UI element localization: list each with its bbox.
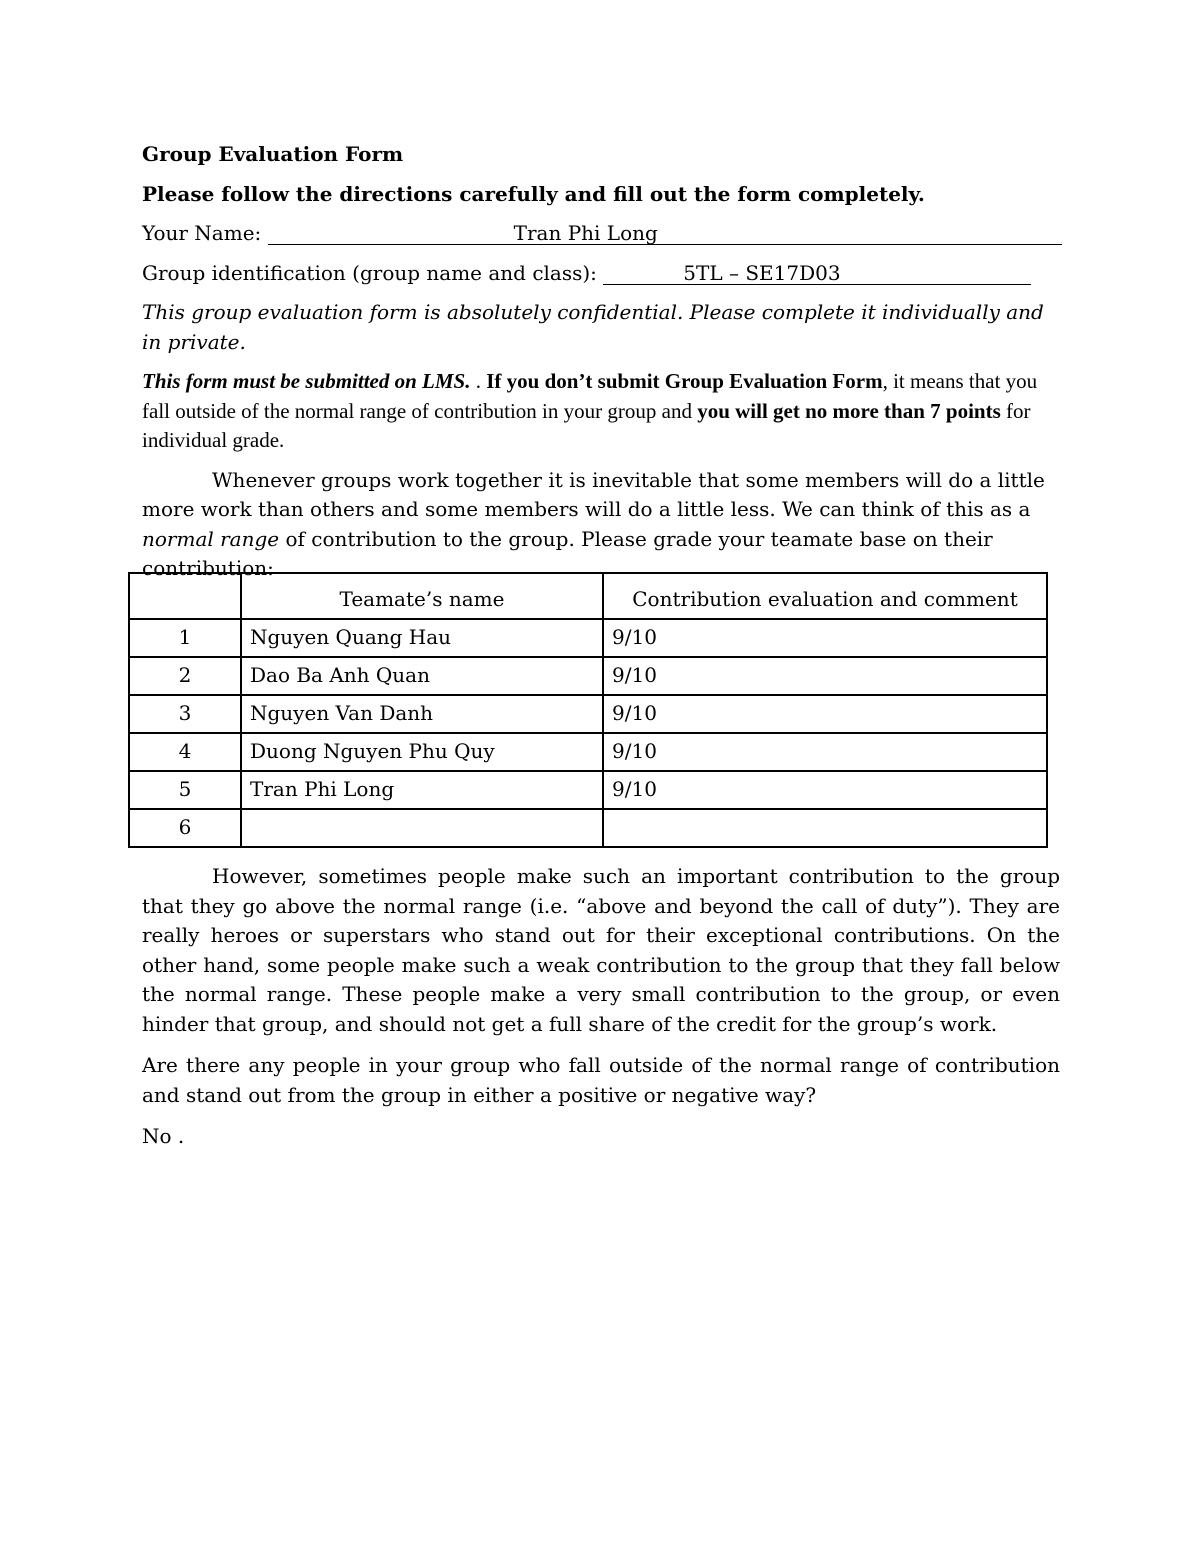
header-number	[129, 573, 241, 619]
contribution-cell[interactable]	[603, 809, 1047, 847]
confidential-note: This group evaluation form is absolutely confidential. Please complete it individually and in private.	[142, 300, 1044, 354]
name-label: Your Name:	[142, 221, 262, 245]
name-field-line	[142, 219, 1060, 249]
table-row	[129, 657, 1047, 695]
evaluation-form	[142, 140, 1060, 1148]
closing-paragraph: However, sometimes people make such an important contribution to the group that they go above the normal range (i.e. “above and beyond the call of duty”). They are really heroes or superstars who stand out for their exceptional contributions. On the other hand, some people make such a weak contribution to the group that they fall below the normal range. These people make a very small contribution to the group, or even hinder that group, and should not get a full share of the credit for the group’s work.	[142, 864, 1060, 1036]
contribution-cell[interactable]: 9/10	[603, 695, 1047, 733]
intro-text: Whenever groups work together it is inevitable that some members will do a little more work than others and some members will do a little less. We can think of this as a	[142, 467, 1045, 521]
name-value: Tran Phi Long	[513, 221, 658, 245]
table-header-row	[129, 573, 1047, 619]
intro-text-end: of contribution to the group. Please grade your teamate base on their contribution:	[142, 526, 993, 580]
group-field[interactable]	[603, 262, 1030, 285]
teamate-name-cell[interactable]: Duong Nguyen Phu Quy	[241, 733, 603, 771]
submit-note-text: , it means that you fall outside of the normal range of contribution in your group and	[142, 369, 1038, 423]
header-teamate-name: Teamate’s name	[241, 573, 603, 619]
contribution-cell[interactable]: 9/10	[603, 771, 1047, 809]
teamate-name-cell[interactable]	[241, 809, 603, 847]
form-title: Group Evaluation Form	[142, 142, 404, 166]
table-row	[129, 771, 1047, 809]
closing-question: Are there any people in your group who fall outside of the normal range of contribution and stand out from the group in either a positive or negative way?	[142, 1053, 1060, 1107]
row-number: 5	[129, 771, 241, 809]
table-row	[129, 809, 1047, 847]
name-field[interactable]	[268, 222, 1062, 245]
row-number: 2	[129, 657, 241, 695]
evaluation-table	[128, 572, 1048, 848]
teamate-name-cell[interactable]: Nguyen Van Danh	[241, 695, 603, 733]
submit-note-end: for individual grade.	[142, 398, 1031, 452]
intro-emphasis: normal range	[142, 526, 280, 551]
submit-note	[142, 367, 1060, 456]
row-number: 4	[129, 733, 241, 771]
table-row	[129, 619, 1047, 657]
row-number: 3	[129, 695, 241, 733]
contribution-cell[interactable]: 9/10	[603, 733, 1047, 771]
intro-paragraph	[142, 466, 1060, 584]
header-contribution: Contribution evaluation and comment	[603, 573, 1047, 619]
submit-note-separator: .	[470, 369, 487, 393]
submit-note-penalty: you will get no more than 7 points	[697, 398, 1001, 423]
teamate-name-cell[interactable]: Tran Phi Long	[241, 771, 603, 809]
row-number: 1	[129, 619, 241, 657]
submit-note-lms: This form must be submitted on LMS.	[142, 369, 471, 393]
group-value: 5TL – SE17D03	[683, 260, 841, 285]
closing-answer[interactable]: No .	[142, 1124, 185, 1148]
group-label: Group identification (group name and class):	[142, 260, 597, 285]
teamate-name-cell[interactable]: Dao Ba Anh Quan	[241, 657, 603, 695]
contribution-cell[interactable]: 9/10	[603, 619, 1047, 657]
teamate-name-cell[interactable]: Nguyen Quang Hau	[241, 619, 603, 657]
row-number: 6	[129, 809, 241, 847]
table-row	[129, 695, 1047, 733]
group-field-line	[142, 259, 1060, 289]
submit-note-warning: If you don’t submit Group Evaluation Form	[486, 369, 883, 393]
closing-section	[142, 862, 1060, 1152]
contribution-cell[interactable]: 9/10	[603, 657, 1047, 695]
form-directions: Please follow the directions carefully and fill out the form completely.	[142, 181, 925, 206]
table-row	[129, 733, 1047, 771]
